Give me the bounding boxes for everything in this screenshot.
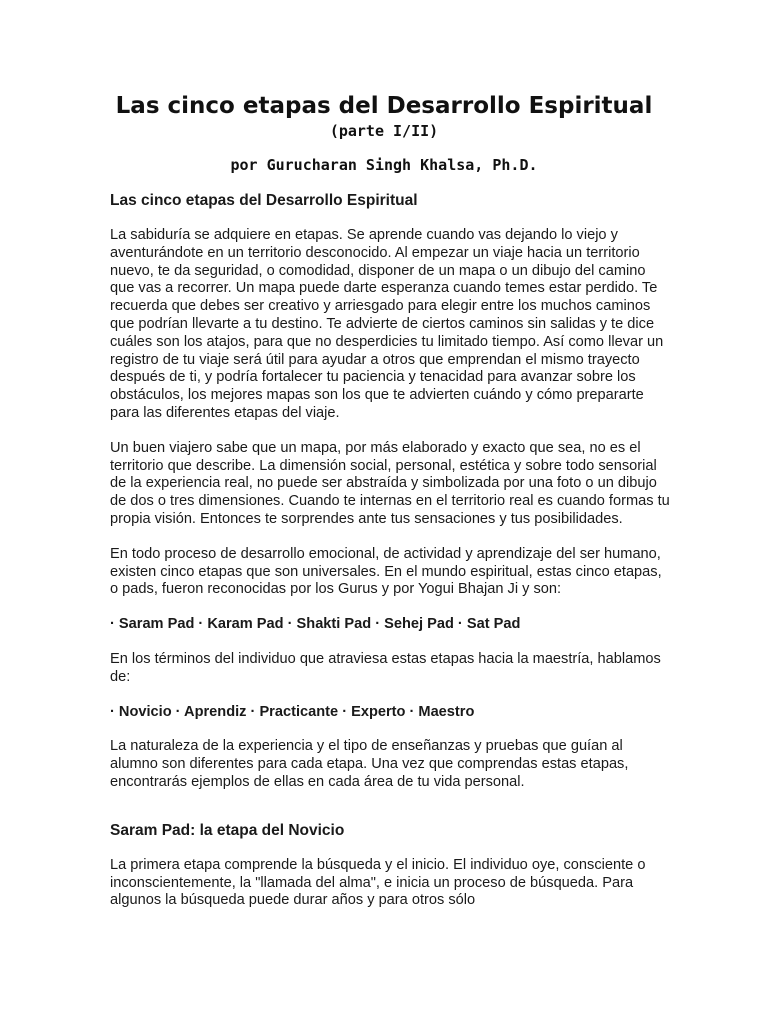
paragraph-traveler: Un buen viajero sabe que un mapa, por más elaborado y exacto que sea, no es el territorio que describe. La dimensión social, personal, estética y sobre todo sensorial de la experiencia real, no puede ser abstraída y simbolizada por una foto o un dibujo de dos o tres dimensiones. Cuando te internas en el territorio real es cuando formas tu propia visión. Entonces te sorprendes ante tus sensaciones y tus posibilidades. [110,439,670,527]
document-title: Las cinco etapas del Desarrollo Espiritual [115,93,653,119]
terms-intro: En los términos del individuo que atraviesa estas etapas hacia la maestría, hablamos de: [110,650,661,685]
document-body [110,190,670,910]
stages-list: · Novicio · Aprendiz · Practicante · Experto · Maestro [110,703,475,720]
paragraph-nature: La naturaleza de la experiencia y el tipo de enseñanzas y pruebas que guían al alumno son diferentes para cada etapa. Una vez que comprendas estas etapas, encontrarás ejemplos de ellas en cada área de tu vida personal. [110,738,629,790]
paragraph-saram-pad: La primera etapa comprende la búsqueda y el inicio. El individuo oye, consciente o inconscientemente, la "llamada del alma", e inicia un proceso de búsqueda. Para algunos la búsqueda puede durar años y para otros sólo [110,856,646,909]
paragraph-five-stages: En todo proceso de desarrollo emocional, de actividad y aprendizaje del ser humano, existen cinco etapas que son universales. En el mundo espiritual, estas cinco etapas, o pads, fueron reconocidas por los Gurus y por Yogui Bhajan Ji y son: [110,545,662,598]
document-subtitle: (parte I/II) [329,122,439,140]
pads-list: · Saram Pad · Karam Pad · Shakti Pad · Sehej Pad · Sat Pad [110,616,521,633]
document-author: por Gurucharan Singh Khalsa, Ph.D. [230,156,538,174]
section-heading: Las cinco etapas del Desarrollo Espiritual [110,192,418,209]
saram-pad-heading: Saram Pad: la etapa del Novicio [110,821,345,839]
paragraph-wisdom: La sabiduría se adquiere en etapas. Se aprende cuando vas dejando lo viejo y aventurándote en un territorio desconocido. Al empezar un viaje hacia un territorio nuevo, te da seguridad, o comodidad, disponer de un mapa o un dibujo del camino que vas a recorrer. Un mapa puede darte esperanza cuando temes estar perdido. Te recuerda que debes ser creativo y arriesgado para elegir entre los muchos caminos que podrían llevarte a tu destino. Te advierte de ciertos caminos sin salidas y te dice cuáles son los atajos, para que no desperdicies tu limitado tiempo. Así como llevar un registro de tu viaje será útil para ayudar a otros que emprendan el mismo trayecto después de ti, y podría fortalecer tu paciencia y tenacidad para avanzar sobre los obstáculos, los mejores mapas son los que te advierten cuándo y cómo prepararte para las diferentes etapas del viaje. [110,227,664,421]
